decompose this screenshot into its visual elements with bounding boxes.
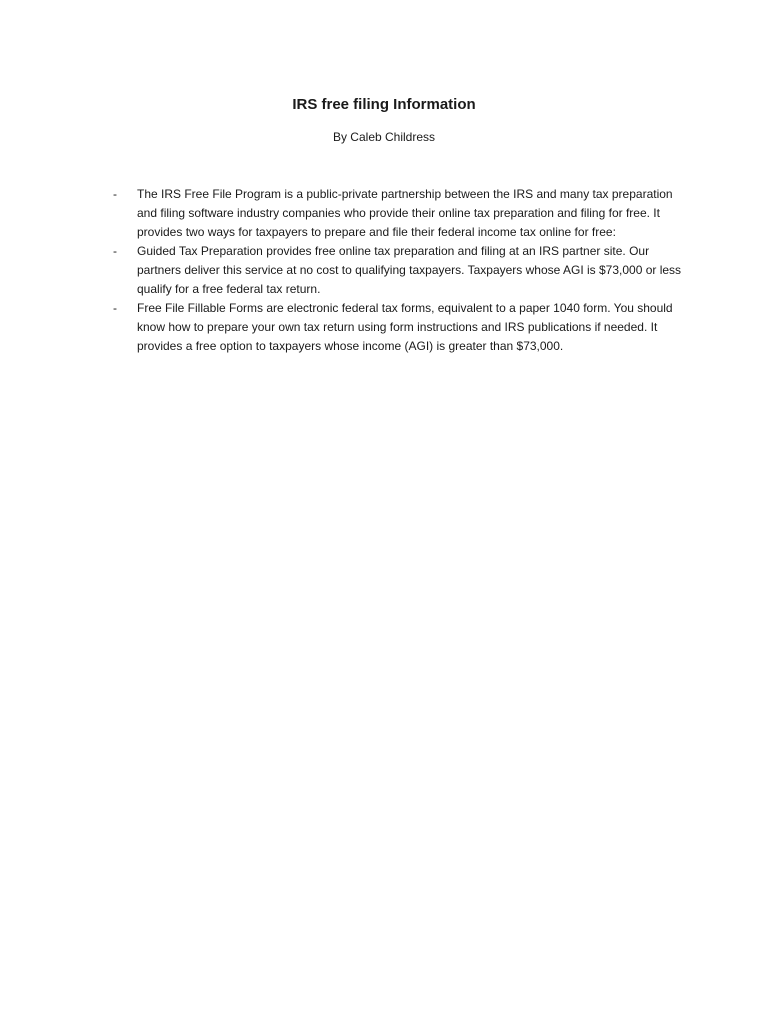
bullet-marker: - [113, 244, 117, 258]
list-item [110, 242, 690, 299]
list-item-text: Guided Tax Preparation provides free online tax preparation and filing at an IRS partner site. Our partners deliver this service at no cost to qualifying taxpayers. Taxpayers whose AGI is $73,000 or less qualify for a free federal tax return. [137, 244, 682, 296]
bullet-marker: - [113, 187, 117, 201]
bullet-list [110, 185, 690, 356]
document-title: IRS free filing Information [292, 96, 476, 113]
bullet-marker: - [113, 301, 117, 315]
list-item-text: Free File Fillable Forms are electronic federal tax forms, equivalent to a paper 1040 form. You should know how to prepare your own tax return using form instructions and IRS publications if needed. It provides a free option to taxpayers whose income (AGI) is greater than $73,000. [137, 301, 673, 353]
list-item [110, 185, 690, 242]
list-item [110, 299, 690, 356]
author-byline: By Caleb Childress [332, 130, 436, 144]
list-item-text: The IRS Free File Program is a public-private partnership between the IRS and many tax preparation and filing software industry companies who provide their online tax preparation and filing for free. It provides two ways for taxpayers to prepare and file their federal income tax online for free: [137, 187, 673, 239]
